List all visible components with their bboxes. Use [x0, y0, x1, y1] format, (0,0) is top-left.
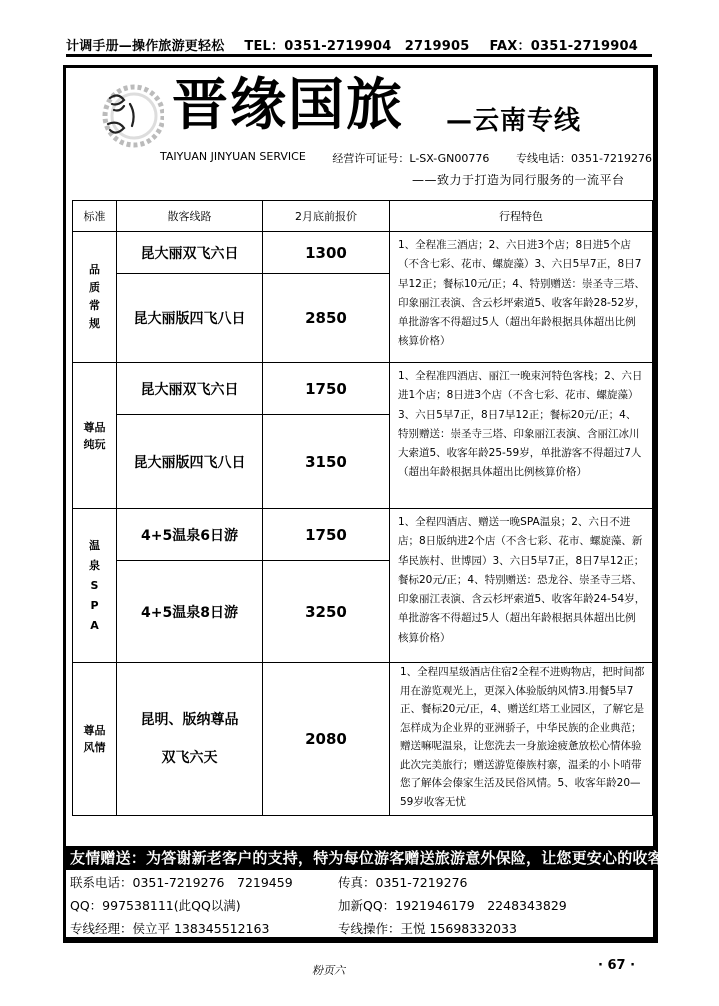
category-label: 温泉SPA: [89, 538, 100, 632]
table-row: [73, 363, 653, 415]
table-row: [73, 663, 653, 816]
route-name-cell: [117, 663, 263, 816]
table-header-row: [73, 201, 653, 232]
route-price: 1750: [263, 509, 390, 561]
page-number: · 67 ·: [598, 958, 636, 973]
top-tel: TEL：0351-2719904 2719905: [244, 39, 470, 54]
contact-qq: QQ：997538111(此QQ以满): [70, 898, 241, 913]
route-price: 2080: [263, 663, 390, 816]
category-cell: [73, 232, 117, 363]
route-price: 2850: [263, 274, 390, 363]
contact-phone: 联系电话：0351-7219276 7219459: [70, 875, 293, 890]
route-price: 1300: [263, 232, 390, 274]
route-name: 昆大丽双飞六日: [117, 363, 263, 415]
table-row: [73, 509, 653, 561]
route-name: 昆大丽双飞六日: [117, 232, 263, 274]
route-price: 1750: [263, 363, 390, 415]
header-standard: 标准: [73, 201, 117, 232]
route-features: 1、全程准四酒店、丽江一晚束河特色客栈；2、六日进1个店；8日进3个店（不含七彩、花市、螺旋藻）3、六日5早7正，8日7早12正；餐标20元/正；4、特别赠送：崇圣寺三塔、印象丽江表演、含丽江冰川大索道5、收客年龄25-59岁，单批游客不得超过7人（超出年龄根据具体超出比例核算价格）: [390, 363, 653, 509]
category-cell: [73, 663, 117, 816]
header-features: 行程特色: [390, 201, 653, 232]
gift-notice-banner: 友情赠送：为答谢新老客户的支持，特为每位游客赠送旅游意外保险，让您更安心的收客！: [66, 846, 654, 870]
brand-subtitle: —云南专线: [446, 106, 582, 136]
footer-section-label: 粉页六: [312, 964, 345, 977]
hotline: 专线电话：0351-7219276: [516, 152, 652, 165]
category-label: 尊品风情: [83, 724, 106, 754]
route-name: 昆大丽版四飞八日: [117, 415, 263, 509]
top-contact-bar: [66, 34, 652, 57]
contact-fax: 传真：0351-7219276: [338, 875, 468, 890]
route-features: 1、全程四星级酒店住宿2全程不进购物店，把时间都用在游览观光上，更深入体验版纳风情3.用餐5早7正、餐标20元/正，4、赠送红塔工业园区，了解它是怎样成为企业界的亚洲骄子，中华民族的企业典范；赠送嘛呢温泉，让您洗去一身旅途疲惫放松心情体验此次完美旅行；赠送游览傣族村寨，温柔的小卜哨带您了解体会傣家生活及民俗风情。5、收客年龄20—59岁收客无忧: [390, 663, 653, 816]
top-fax: FAX：0351-2719904: [489, 39, 639, 54]
route-features: 1、全程准三酒店；2、六日进3个店；8日进5个店（不含七彩、花市、螺旋藻）3、六日5早7正，8日7早12正；餐标10元/正；4、特别赠送：崇圣寺三塔、印象丽江表演、含云杉坪索道5、收客年龄28-52岁，单批游客不得超过5人（超出年龄根据具体超出比例核算价格）: [390, 232, 653, 363]
tagline: ——致力于打造为同行服务的一流平台: [412, 173, 625, 187]
contact-new-qq: 加新QQ：1921946179 2248343829: [338, 898, 567, 913]
route-name: 昆明、版纳尊品: [140, 712, 239, 728]
route-price: 3150: [263, 415, 390, 509]
top-slogan: 计调手册—操作旅游更轻松: [66, 39, 225, 54]
header-price: 2月底前报价: [263, 201, 390, 232]
route-name: 4+5温泉8日游: [117, 561, 263, 663]
route-name-line2: 双飞六天: [161, 750, 218, 766]
route-name: 昆大丽版四飞八日: [117, 274, 263, 363]
category-cell: [73, 363, 117, 509]
contact-operator: 专线操作：王悦 15698332033: [338, 921, 517, 936]
price-table: [72, 200, 653, 816]
table-row: [73, 232, 653, 274]
category-cell: [73, 509, 117, 663]
header-route: 散客线路: [117, 201, 263, 232]
license-number: 经营许可证号：L-SX-GN00776: [332, 152, 490, 165]
category-label: 尊品纯玩: [83, 420, 106, 451]
route-price: 3250: [263, 561, 390, 663]
contact-manager: 专线经理：侯立平 13834551216​3: [70, 921, 270, 936]
route-name: 4+5温泉6日游: [117, 509, 263, 561]
company-info-line: [160, 150, 652, 166]
calligraphy-logo-icon: [100, 80, 164, 152]
category-label: 品质常规: [89, 263, 100, 330]
brand-title: 晋缘国旅: [172, 73, 404, 138]
route-features: 1、全程四酒店、赠送一晚SPA温泉；2、六日不进店；8日版纳进2个店（不含七彩、花市、螺旋藻、新华民族村、世博园）3、六日5早7正，8日7早12正；餐标20元/正；4、特别赠送：恐龙谷、崇圣寺三塔、印象丽江表演、含云杉坪索道5、收客年龄24-54岁，单批游客不得超过5人（超出年龄根据具体超出比例核算价格）: [390, 509, 653, 663]
company-english-name: TAIYUAN JINYUAN SERVICE: [160, 150, 306, 163]
